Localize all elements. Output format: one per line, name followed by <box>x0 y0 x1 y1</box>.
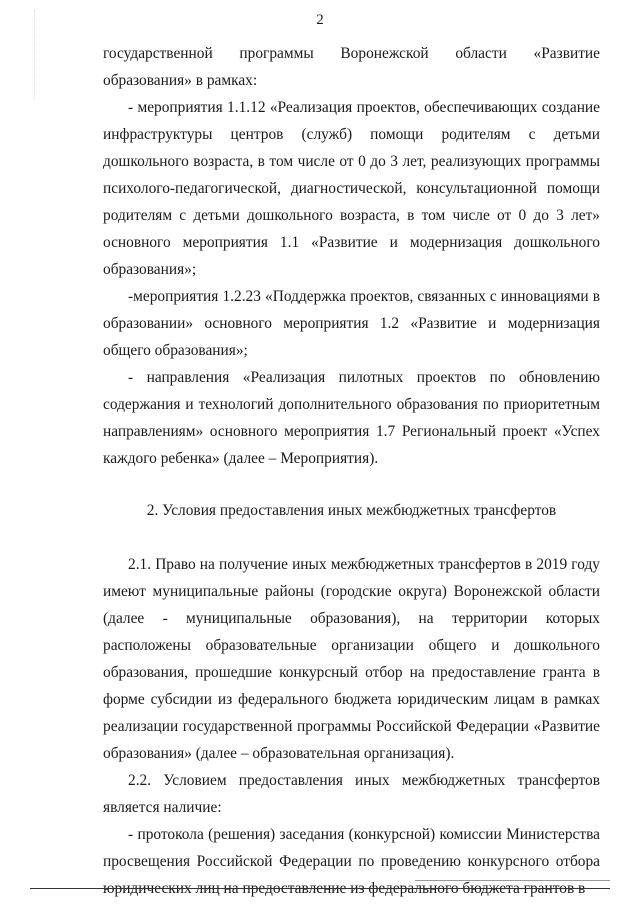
scan-bottom-line-short <box>415 880 610 881</box>
paragraph-event-1-2-23: -мероприятия 1.2.23 «Поддержка проектов, связанных с инновациями в образовании» основного мероприятия 1.2 «Развитие и модернизация общего образования»; <box>103 288 600 359</box>
section-heading: 2. Условия предоставления иных межбюджетных трансфертов <box>146 502 557 519</box>
paragraph-continuation: государственной программы Воронежской области «Развитие образования» в рамках: <box>103 45 600 89</box>
paragraph-2-1: 2.1. Право на получение иных межбюджетных трансфертов в 2019 году имеют муниципальные районы (городские округа) Воронежской области (далее - муниципальные образования), на территории которых расположены образовательные организации общего и дошкольного образования, прошедшие конкурсный отбор на предоставление гранта в форме субсидии из федерального бюджета юридическим лицам в рамках реализации государственной программы Российской Федерации «Развитие образования» (далее – образовательная организация). <box>103 556 600 762</box>
paragraph-2-2: 2.2. Условием предоставления иных межбюджетных трансфертов является наличие: <box>103 772 600 816</box>
document-body <box>103 40 600 902</box>
paragraph-event-1-1-12: - мероприятия 1.1.12 «Реализация проектов, обеспечивающих создание инфраструктуры центров (служб) помощи родителям с детьми дошкольного возраста, в том числе от 0 до 3 лет, реализующих программы психолого-педагогической, диагностической, консультационной помощи родителям с детьми дошкольного возраста, в том числе от 0 до 3 лет» основного мероприятия 1.1 «Развитие и модернизация дошкольного образования»; <box>103 99 600 278</box>
scan-bottom-line <box>30 888 610 889</box>
page-number: 2 <box>316 12 324 28</box>
paragraph-direction-1-7: - направления «Реализация пилотных проектов по обновлению содержания и технологий дополнительного образования по приоритетным направлениям» основного мероприятия 1.7 Региональный проект «Успех каждого ребенка» (далее – Мероприятия). <box>103 369 600 467</box>
paragraph-protocol: - протокола (решения) заседания (конкурсной) комиссии Министерства просвещения Российской Федерации по проведению конкурсного отбора юридических лиц на предоставление из федерального бюджета грантов в <box>103 826 600 897</box>
